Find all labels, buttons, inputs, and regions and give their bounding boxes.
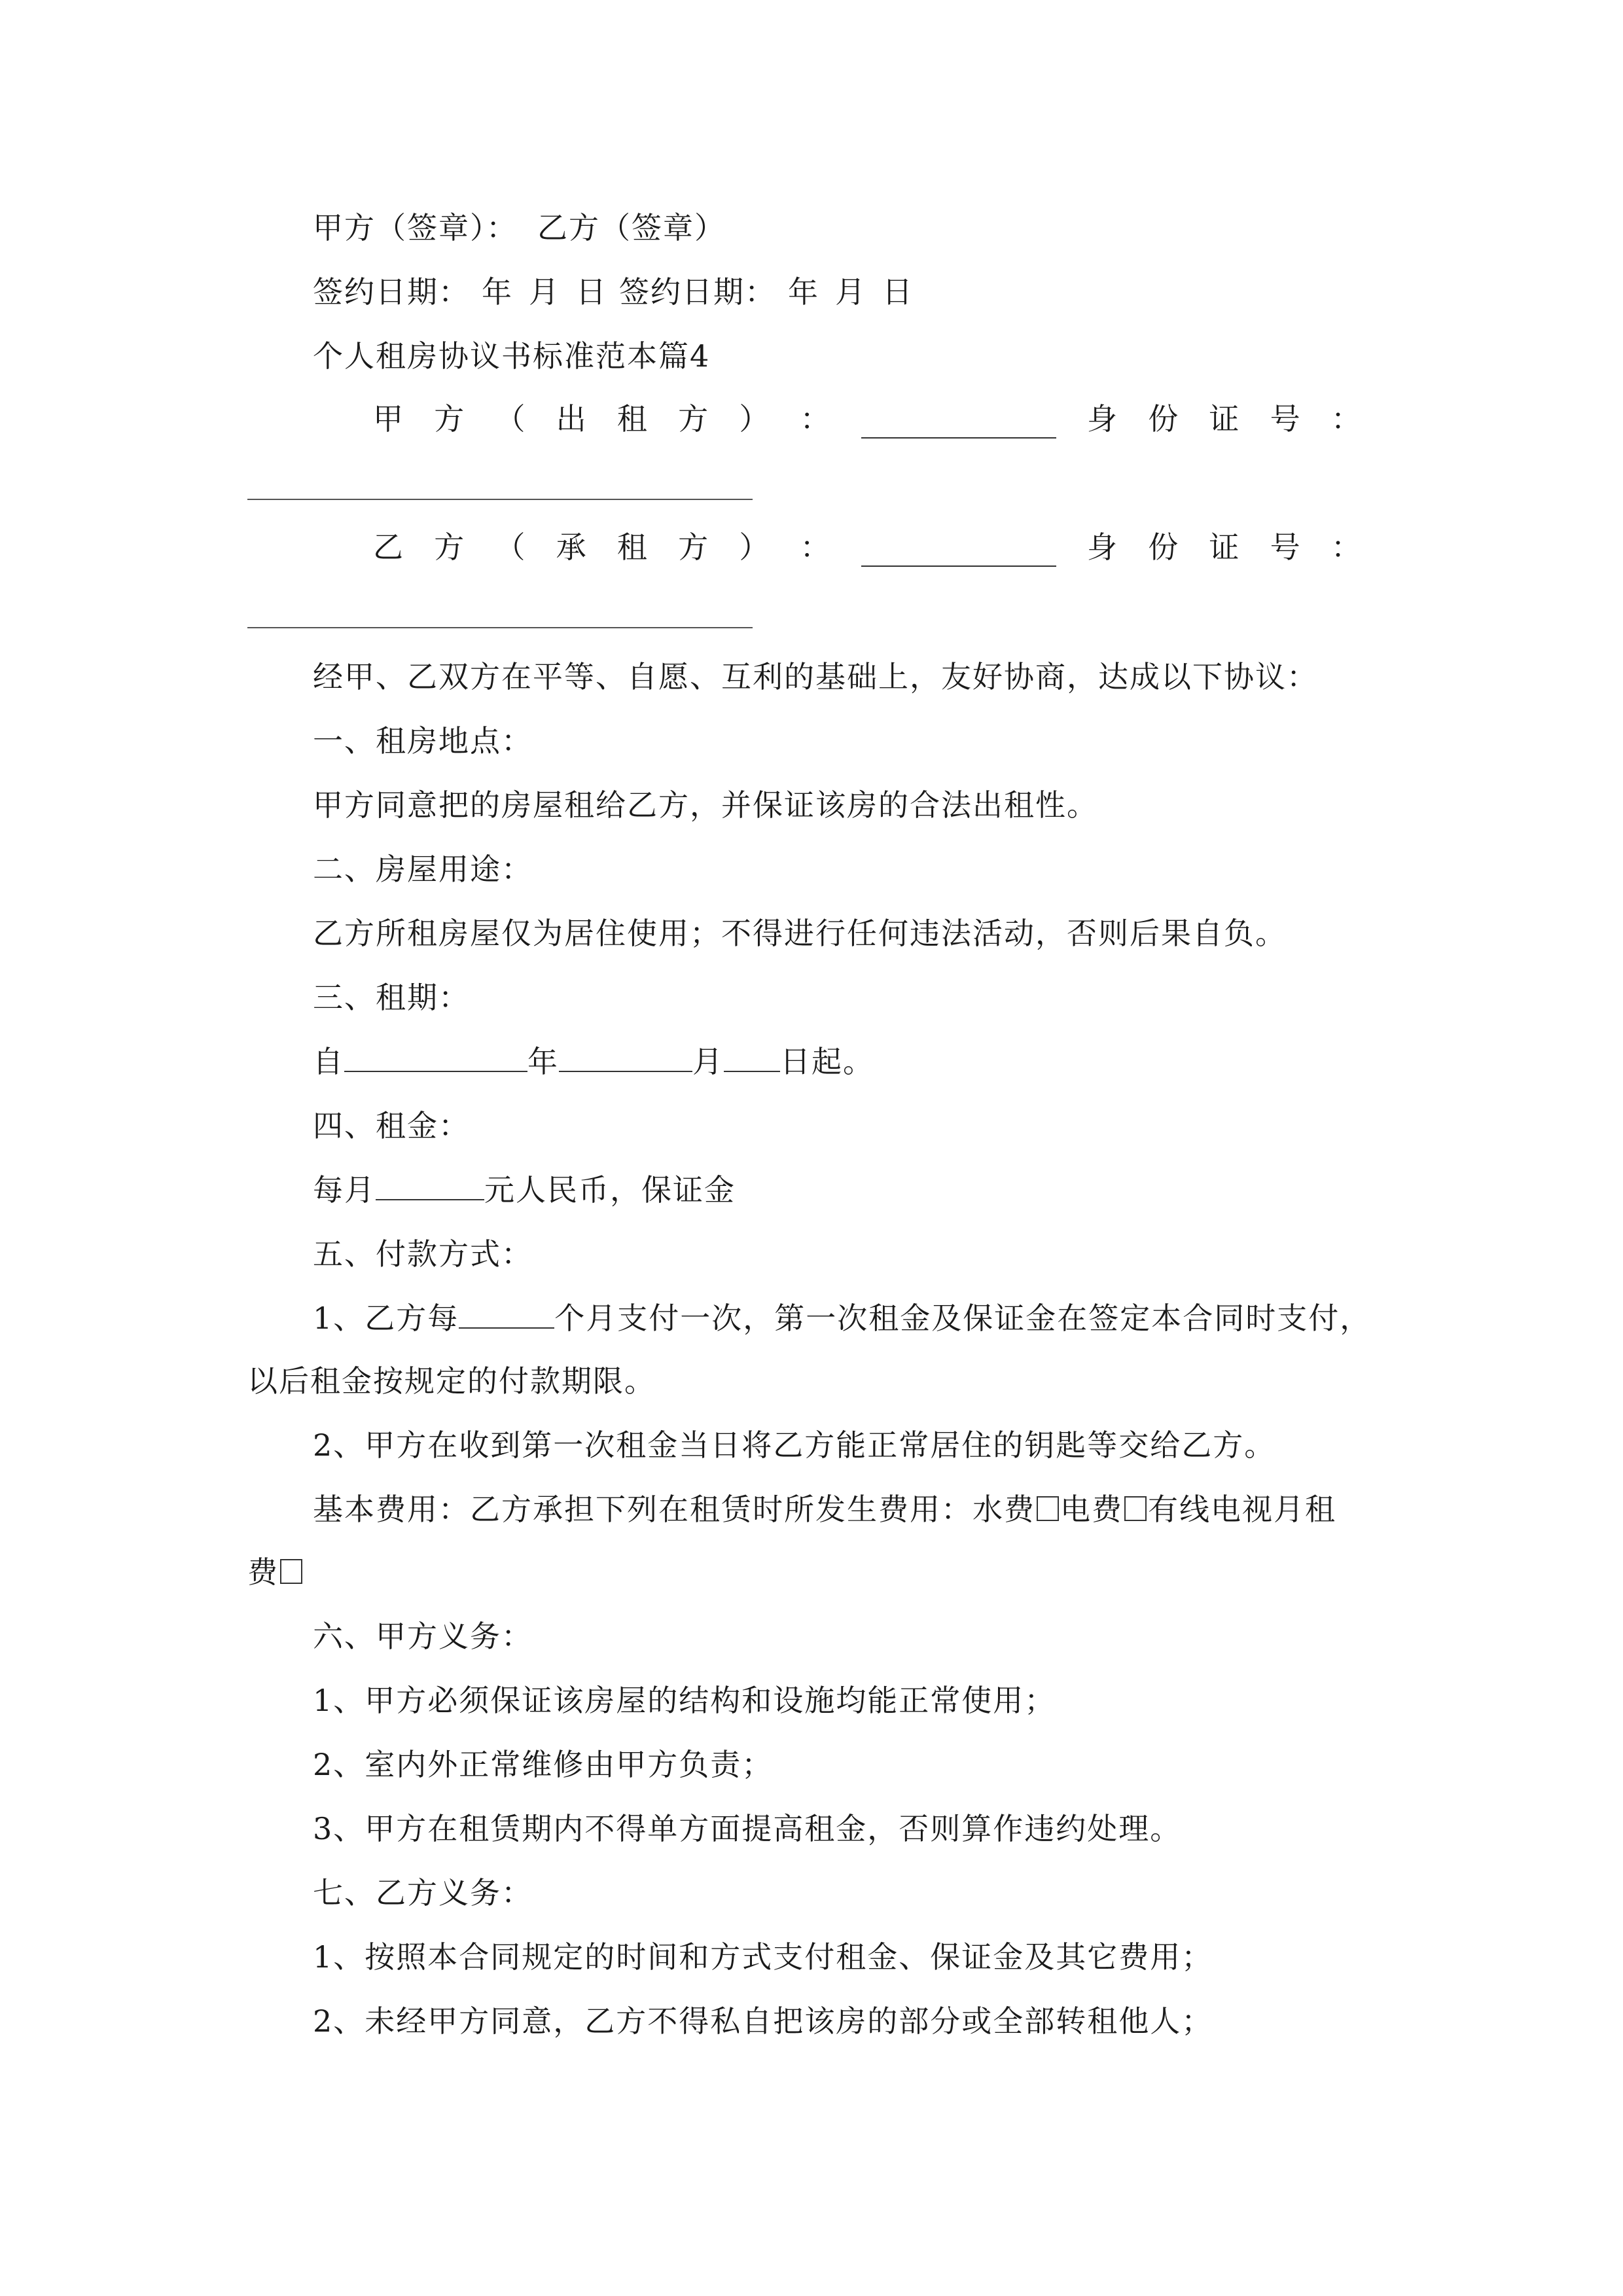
party-a-name-blank — [861, 408, 1056, 439]
party-a-id-char: 身 — [1086, 401, 1117, 437]
date-b-month: 月 — [835, 274, 866, 310]
party-b-signature-label: 乙方（签章） — [537, 210, 726, 245]
lease-day-blank — [724, 1042, 780, 1072]
signing-date-line — [313, 272, 914, 312]
party-b-char: 方 — [678, 529, 709, 565]
rent-amount-blank — [376, 1170, 484, 1200]
lease-year-label: 年 — [527, 1044, 559, 1079]
lease-from-label: 自 — [313, 1044, 344, 1079]
basic-fees-line — [313, 1490, 1336, 1529]
section-5-item-1-continued: 以后租金按规定的付款期限。 — [247, 1363, 656, 1399]
fees-water-label: 基本费用：乙方承担下列在租赁时所发生费用：水费 — [313, 1492, 1035, 1527]
section-7-heading: 七、乙方义务： — [313, 1875, 533, 1910]
rent-rmb-deposit-label: 元人民币，保证金 — [484, 1172, 736, 1208]
payment-months-blank — [459, 1299, 554, 1329]
party-b-id-blank — [247, 627, 753, 628]
payment-every-label: 1、乙方每 — [313, 1300, 459, 1336]
party-b-id-char: 份 — [1148, 529, 1179, 565]
section-2-heading: 二、房屋用途： — [313, 852, 533, 887]
date-a-label: 签约日期： — [313, 274, 470, 310]
party-b-char: 乙 — [373, 529, 403, 565]
party-a-char: 方 — [434, 401, 465, 437]
section-6-item: 3、甲方在租赁期内不得单方面提高租金，否则算作违约处理。 — [313, 1811, 1182, 1846]
date-a-year: 年 — [482, 274, 513, 310]
section-5-item-1 — [313, 1299, 1371, 1338]
party-b-char: （ — [495, 529, 526, 565]
party-a-signature-label: 甲方（签章）： — [313, 210, 518, 245]
payment-terms-text: 个月支付一次，第一次租金及保证金在签定本合同时支付， — [554, 1300, 1372, 1336]
section-2-body: 乙方所租房屋仅为居住使用；不得进行任何违法活动，否则后果自负。 — [313, 916, 1287, 951]
section-7-item: 1、按照本合同规定的时间和方式支付租金、保证金及其它费用； — [313, 1939, 1213, 1975]
cable-fee-checkbox[interactable] — [280, 1559, 302, 1584]
party-b-char: 承 — [556, 529, 586, 565]
party-a-id-char: 证 — [1209, 401, 1240, 437]
rent-monthly-label: 每月 — [313, 1172, 376, 1208]
party-b-char: 租 — [616, 529, 647, 565]
party-a-id-blank — [247, 499, 753, 500]
party-b-id-char: 号 — [1270, 529, 1300, 565]
party-b-id-char: 证 — [1209, 529, 1240, 565]
party-b-name-blank — [861, 537, 1056, 567]
water-fee-checkbox[interactable] — [1037, 1496, 1059, 1521]
date-b-label: 签约日期： — [619, 274, 776, 310]
section-6-item: 1、甲方必须保证该房屋的结构和设施均能正常使用； — [313, 1683, 1056, 1718]
fees-cable-fee-label: 费 — [247, 1554, 279, 1590]
party-a-id-char: ： — [1330, 401, 1361, 437]
section-7-item: 2、未经甲方同意，乙方不得私自把该房的部分或全部转租他人； — [313, 2003, 1213, 2039]
party-b-id-char: ： — [1330, 529, 1361, 565]
party-b-row — [373, 528, 1361, 567]
date-b-year: 年 — [788, 274, 819, 310]
section-6-item: 2、室内外正常维修由甲方负责； — [313, 1747, 774, 1782]
party-a-row — [373, 399, 1361, 439]
party-a-char: 出 — [556, 401, 586, 437]
party-b-char: ： — [800, 529, 830, 565]
date-a-day: 日 — [576, 274, 607, 310]
party-a-id-char: 份 — [1148, 401, 1179, 437]
section-5-item-2: 2、甲方在收到第一次租金当日将乙方能正常居住的钥匙等交给乙方。 — [313, 1427, 1276, 1463]
section-6-heading: 六、甲方义务： — [313, 1619, 533, 1654]
section-1-body: 甲方同意把的房屋租给乙方，并保证该房的合法出租性。 — [313, 787, 1098, 823]
date-b-day: 日 — [882, 274, 914, 310]
party-a-char: 方 — [678, 401, 709, 437]
lease-day-label: 日起。 — [780, 1044, 874, 1079]
section-1-heading: 一、租房地点： — [313, 723, 533, 759]
date-a-month: 月 — [529, 274, 560, 310]
section-4-heading: 四、租金： — [313, 1108, 470, 1143]
basic-fees-continued — [247, 1552, 304, 1592]
signature-line — [313, 208, 726, 247]
fees-electric-label: 电费 — [1060, 1492, 1123, 1527]
party-a-char: 甲 — [373, 401, 403, 437]
party-a-char: （ — [495, 401, 526, 437]
electric-fee-checkbox[interactable] — [1124, 1496, 1147, 1521]
party-a-char: ： — [800, 401, 830, 437]
party-a-id-char: 号 — [1270, 401, 1300, 437]
lease-year-blank — [344, 1042, 527, 1072]
document-title: 个人租房协议书标准范本篇4 — [313, 338, 711, 374]
party-b-id-char: 身 — [1086, 529, 1117, 565]
party-a-char: 租 — [616, 401, 647, 437]
party-b-char: ） — [739, 529, 770, 565]
party-a-char: ） — [739, 401, 770, 437]
section-5-heading: 五、付款方式： — [313, 1236, 533, 1272]
party-b-char: 方 — [434, 529, 465, 565]
section-4-body — [313, 1170, 736, 1210]
section-3-heading: 三、租期： — [313, 980, 470, 1015]
intro-paragraph: 经甲、乙双方在平等、自愿、互利的基础上，友好协商，达成以下协议： — [313, 659, 1318, 694]
lease-month-label: 月 — [692, 1044, 724, 1079]
lease-month-blank — [559, 1042, 692, 1072]
fees-cable-label: 有线电视月租 — [1148, 1492, 1336, 1527]
section-3-body — [313, 1042, 874, 1081]
